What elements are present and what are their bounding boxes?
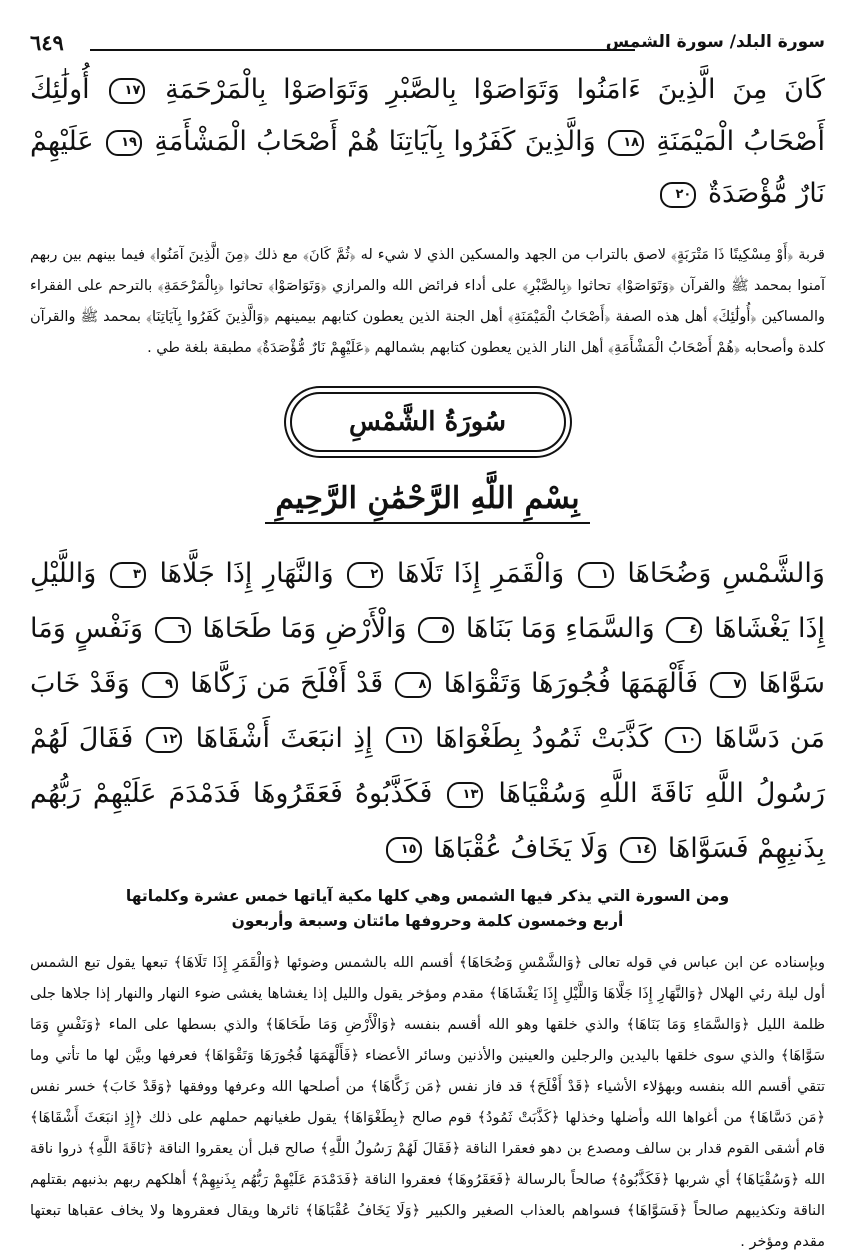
surah-title: سُورَةُ الشَّمْسِ xyxy=(290,392,566,452)
surah-info-line: ومن السورة التي يذكر فيها الشمس وهي كلها مكية آياتها خمس عشرة وكلماتها xyxy=(125,887,730,905)
ayah-number-marker: ١٩ xyxy=(106,130,142,156)
surah-title-cartouche xyxy=(30,392,825,452)
verse-text: كَانَ مِنَ الَّذِينَ ءَامَنُوا وَتَوَاصَوْا بِالصَّبْرِ وَتَوَاصَوْا بِالْمَرْحَمَةِ xyxy=(165,74,825,105)
ayah-number-marker: ٧ xyxy=(710,672,746,698)
verse-text: فَقَالَ لَهُمْ رَسُولُ اللَّهِ نَاقَةَ اللَّهِ وَسُقْيَاهَا xyxy=(30,723,825,809)
verse-block-surah-al-balad xyxy=(30,64,825,220)
verse-text: وَاللَّيْلِ إِذَا يَغْشَاهَا xyxy=(30,558,825,644)
ayah-number-marker: ١٤ xyxy=(620,837,656,863)
ayah-number-marker: ٨ xyxy=(395,672,431,698)
verse-text: وَالْأَرْضِ وَمَا طَحَاهَا xyxy=(202,613,407,644)
ayah-number-marker: ١٨ xyxy=(608,130,644,156)
verse-text: وَالسَّمَاءِ وَمَا بَنَاهَا xyxy=(465,613,655,644)
header-rule xyxy=(90,49,635,51)
basmala xyxy=(30,476,825,524)
verse-text: فَأَلْهَمَهَا فُجُورَهَا وَتَقْوَاهَا xyxy=(443,668,699,699)
verse-text: وَلَا يَخَافُ عُقْبَاهَا xyxy=(433,833,609,864)
ayah-number-marker: ٩ xyxy=(142,672,178,698)
page-number: ٦٤٩ xyxy=(30,30,64,55)
running-title: سورة البلد/ سورة الشمس xyxy=(605,32,825,52)
verse-text: كَذَّبَتْ ثَمُودُ بِطَغْوَاهَا xyxy=(434,723,653,754)
ayah-number-marker: ١٠ xyxy=(665,727,701,753)
commentary-paragraph: قربة ﴿أَوْ مِسْكِينًا ذَا مَتْرَبَةٍ﴾ لاصق بالتراب من الجهد والمسكين الذي لا شيء له ﴿ثُمَّ كَانَ﴾ مع ذلك ﴿مِنَ الَّذِينَ آمَنُوا﴾ فيما بينهم بين ربهم آمنوا بمحمد ﷺ والقرآن ﴿وَتَوَاصَوْا﴾ تحاثوا ﴿بِالصَّبْرِ﴾ على أداء فرائض الله والمرازي ﴿وَتَوَاصَوْا﴾ تحاثوا ﴿بِالْمَرْحَمَةِ﴾ بالترحم على الفقراء والمساكين ﴿أُولَٰئِكَ﴾ أهل هذه الصفة ﴿أَصْحَابُ الْمَيْمَنَةِ﴾ أهل الجنة الذين يعطون كتابهم بيمينهم ﴿وَالَّذِينَ كَفَرُوا بِآيَاتِنَا﴾ بمحمد ﷺ والقرآن كلدة وأصحابه ﴿هُمْ أَصْحَابُ الْمَشْأَمَةِ﴾ أهل النار الذين يعطون كتابهم بشمالهم ﴿عَلَيْهِمْ نَارٌ مُّؤْصَدَةٌ﴾ مطبقة بلغة طي . xyxy=(30,247,825,356)
verse-text: عَلَيْهِمْ نَارٌ مُّؤْصَدَةٌ xyxy=(30,126,825,209)
verse-text: فَكَذَّبُوهُ فَعَقَرُوهَا فَدَمْدَمَ عَلَيْهِمْ رَبُّهُم بِذَنبِهِمْ فَسَوَّاهَا xyxy=(30,778,825,864)
verse-text: وَالنَّهَارِ إِذَا جَلَّاهَا xyxy=(159,558,334,589)
ayah-number-marker: ١١ xyxy=(386,727,422,753)
commentary-paragraph: وبإسناده عن ابن عباس في قوله تعالى ﴿وَالشَّمْسِ وَضُحَاهَا﴾ أقسم الله بالشمس وضوئها ﴿وَالْقَمَرِ إِذَا تَلَاهَا﴾ تبعها يقول تبع الشمس أول ليلة رئي الهلال ﴿وَالنَّهَارِ إِذَا جَلَّاهَا وَاللَّيْلِ إِذَا يَغْشَاهَا﴾ مقدم ومؤخر يقول والليل إذا يغشاها يغشى ضوء النهار والنهار إذا جلاها جلى ظلمة الليل ﴿وَالسَّمَاءِ وَمَا بَنَاهَا﴾ والذي خلقها وهو الله أقسم بنفسه ﴿وَالْأَرْضِ وَمَا طَحَاهَا﴾ والذي بسطها على الماء ﴿وَنَفْسٍ وَمَا سَوَّاهَا﴾ والذي سوى خلقها باليدين والرجلين والعينين والأذنين وسائر الأعضاء ﴿فَأَلْهَمَهَا فُجُورَهَا وَتَقْوَاهَا﴾ فعرفها وبيَّن لها ما تأتي وما تتقي أقسم الله بنفسه وبهؤلاء الأشياء ﴿قَدْ أَفْلَحَ﴾ قد فاز نفس ﴿مَن زَكَّاهَا﴾ من أصلحها الله وعرفها ووفقها ﴿وَقَدْ خَابَ﴾ خسر نفس ﴿مَن دَسَّاهَا﴾ من أغواها الله وأضلها وخذلها ﴿كَذَّبَتْ ثَمُودُ﴾ قوم صالح ﴿بِطَغْوَاهَا﴾ يقول طغيانهم حملهم على ذلك ﴿إِذِ انبَعَثَ أَشْقَاهَا﴾ قام أشقى القوم قدار بن سالف ومصدع بن دهو فعقرا الناقة ﴿فَقَالَ لَهُمْ رَسُولُ اللَّهِ﴾ صالح قبل أن يعقروا الناقة ﴿نَاقَةَ اللَّهِ﴾ ذروا ناقة الله ﴿وَسُقْيَاهَا﴾ أي شربها ﴿فَكَذَّبُوهُ﴾ صالحاً بالرسالة ﴿فَعَقَرُوهَا﴾ فعقروا الناقة ﴿فَدَمْدَمَ عَلَيْهِمْ رَبُّهُم بِذَنبِهِمْ﴾ أهلكهم ربهم بذنبهم بقتلهم الناقة وتكذيبهم صالحاً ﴿فَسَوَّاهَا﴾ فسواهم بالعذاب الصغير والكبير ﴿وَلَا يَخَافُ عُقْبَاهَا﴾ ثائرها ويقال فعقروها ولا يخاف عقباها تبعتها مقدم ومؤخر . xyxy=(30,955,825,1250)
verse-text: إِذِ انبَعَثَ أَشْقَاهَا xyxy=(195,723,373,754)
page xyxy=(30,30,825,1258)
ayah-number-marker: ٦ xyxy=(155,617,191,643)
basmala-text: بِسْمِ اللَّهِ الرَّحْمَٰنِ الرَّحِيمِ xyxy=(265,476,589,524)
verse-text: وَالشَّمْسِ وَضُحَاهَا xyxy=(627,558,825,589)
ayah-number-marker: ١٧ xyxy=(109,78,145,104)
verse-text: وَالْقَمَرِ إِذَا تَلَاهَا xyxy=(396,558,565,589)
ayah-number-marker: ٤ xyxy=(666,617,702,643)
ayah-number-marker: ١٣ xyxy=(447,782,483,808)
verse-text: وَالَّذِينَ كَفَرُوا بِآيَاتِنَا هُمْ أَصْحَابُ الْمَشْأَمَةِ xyxy=(154,126,596,157)
surah-info xyxy=(30,884,825,934)
running-header xyxy=(30,30,825,60)
ayah-number-marker: ٥ xyxy=(418,617,454,643)
ayah-number-marker: ١ xyxy=(578,562,614,588)
verse-text: وَقَدْ خَابَ مَن دَسَّاهَا xyxy=(30,668,825,754)
ayah-number-marker: ٢ xyxy=(347,562,383,588)
ayah-number-marker: ١٢ xyxy=(146,727,182,753)
surah-info-line: أربع وخمسون كلمة وحروفها مائتان وسبعة وأربعون xyxy=(231,912,624,930)
verse-text: أُولَٰئِكَ أَصْحَابُ الْمَيْمَنَةِ xyxy=(30,74,825,157)
ayah-number-marker: ١٥ xyxy=(386,837,422,863)
ayah-number-marker: ٣ xyxy=(110,562,146,588)
ayah-number-marker: ٢٠ xyxy=(660,182,696,208)
verse-block-surah-ash-shams xyxy=(30,546,825,876)
verse-text: قَدْ أَفْلَحَ مَن زَكَّاهَا xyxy=(190,668,384,699)
verse-text: وَنَفْسٍ وَمَا سَوَّاهَا xyxy=(30,613,826,699)
